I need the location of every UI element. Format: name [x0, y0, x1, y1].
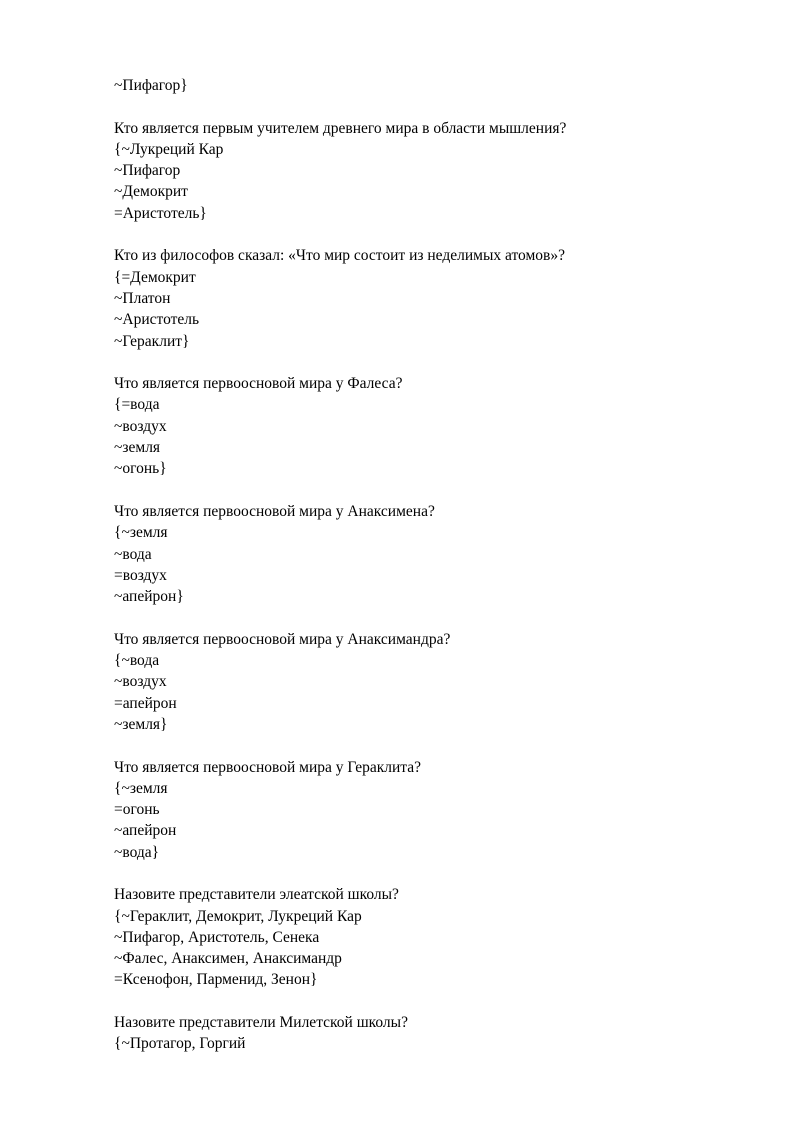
question-block	[114, 118, 734, 224]
answer-option: {~Лукреций Кар	[114, 140, 224, 158]
answer-option: ~Фалес, Анаксимен, Анаксимандр	[114, 950, 342, 968]
answer-option: ~огонь}	[114, 460, 167, 478]
answer-option: ~Платон	[114, 289, 171, 307]
question-block	[114, 757, 734, 863]
answer-option: ~Демокрит	[114, 183, 188, 201]
answer-option: {~земля	[114, 779, 168, 797]
opening-fragment	[114, 75, 734, 96]
answer-option: ~вода	[114, 545, 152, 563]
answer-option: ~Аристотель	[114, 311, 200, 329]
answer-option: {~Гераклит, Демокрит, Лукреций Кар	[114, 907, 362, 925]
document-content	[114, 75, 734, 1076]
answer-option: ~воздух	[114, 673, 167, 691]
question-block	[114, 501, 734, 607]
answer-option: {~земля	[114, 524, 168, 542]
answer-option: =воздух	[114, 566, 167, 584]
question-block	[114, 245, 734, 351]
answer-option: =Ксенофон, Парменид, Зенон}	[114, 971, 318, 989]
answer-option: ~Пифагор	[114, 162, 181, 180]
question-text: Что является первоосновой мира у Гераклита?	[114, 758, 421, 776]
question-text: Что является первоосновой мира у Фалеса?	[114, 375, 403, 393]
answer-option: {~Протагор, Горгий	[114, 1035, 246, 1053]
answer-option: ~земля	[114, 439, 161, 457]
answer-option: {~вода	[114, 652, 160, 670]
question-text: Что является первоосновой мира у Анаксимандра?	[114, 630, 451, 648]
question-block	[114, 884, 734, 990]
question-text: Назовите представители Милетской школы?	[114, 1014, 408, 1032]
answer-option: ~Пифагор}	[114, 77, 188, 94]
question-text: Кто является первым учителем древнего мира в области мышления?	[114, 119, 567, 137]
answer-option: ~Пифагор, Аристотель, Сенека	[114, 928, 320, 946]
answer-option: =апейрон	[114, 694, 177, 712]
answer-option: ~Гераклит}	[114, 332, 190, 350]
answer-option: =огонь	[114, 801, 160, 819]
question-block	[114, 629, 734, 735]
question-text: Кто из философов сказал: «Что мир состоит из неделимых атомов»?	[114, 247, 565, 265]
answer-option: {=вода	[114, 396, 160, 414]
answer-option: ~апейрон	[114, 822, 177, 840]
answer-option: =Аристотель}	[114, 204, 207, 222]
question-block	[114, 373, 734, 479]
answer-option: ~земля}	[114, 715, 168, 733]
answer-option: {=Демокрит	[114, 268, 196, 286]
answer-option: ~апейрон}	[114, 588, 184, 606]
answer-option: ~воздух	[114, 417, 167, 435]
question-text: Что является первоосновой мира у Анаксимена?	[114, 502, 435, 520]
question-text: Назовите представители элеатской школы?	[114, 886, 399, 904]
answer-option: ~вода}	[114, 843, 160, 861]
question-block	[114, 1012, 734, 1055]
